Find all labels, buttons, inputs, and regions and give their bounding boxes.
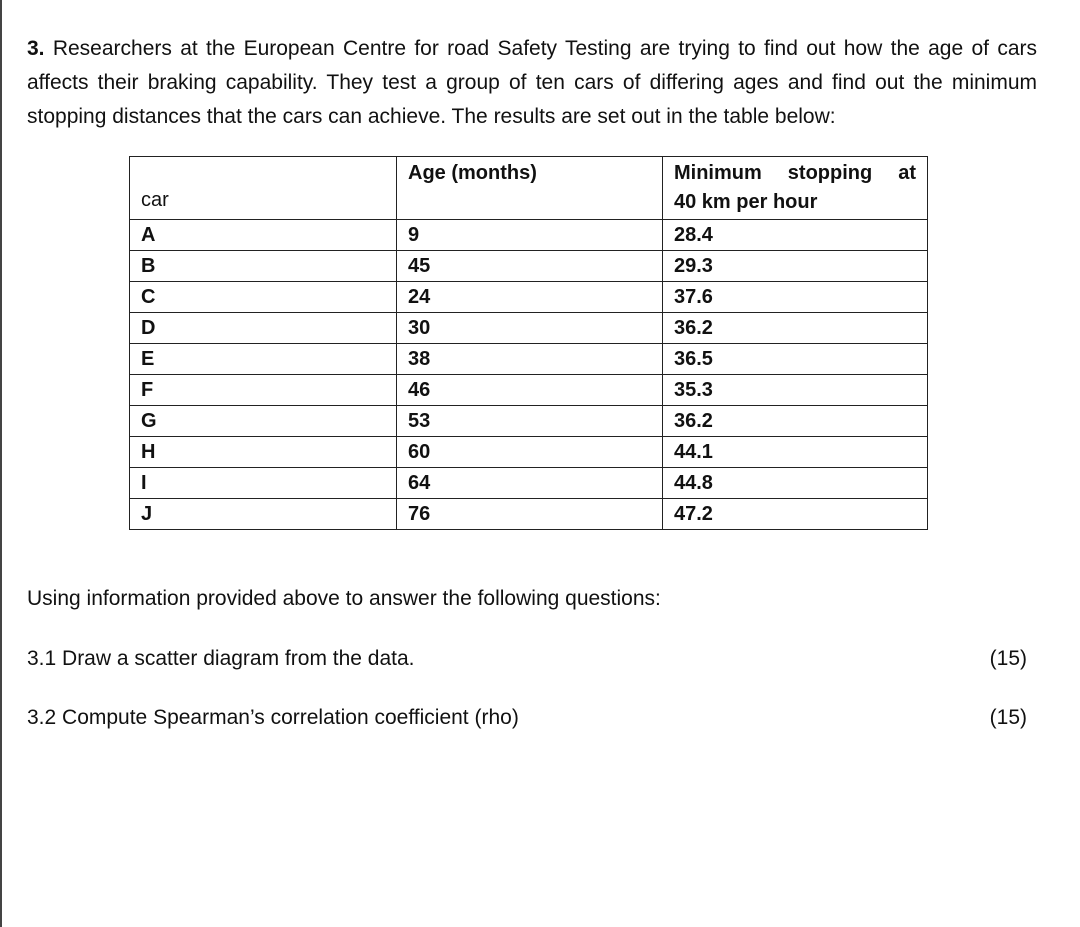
cell-age: 46 [397, 375, 663, 406]
data-table [129, 156, 928, 530]
header-stopping-line2: 40 km per hour [674, 191, 818, 213]
cell-car: J [130, 499, 397, 530]
cell-stop: 36.5 [663, 344, 928, 375]
table-row [130, 251, 928, 282]
table-row [130, 499, 928, 530]
cell-age: 38 [397, 344, 663, 375]
table-row [130, 220, 928, 251]
table-row [130, 282, 928, 313]
cell-car: H [130, 437, 397, 468]
cell-car: F [130, 375, 397, 406]
question-intro [27, 32, 1037, 134]
table-row [130, 344, 928, 375]
cell-car: D [130, 313, 397, 344]
cell-age: 24 [397, 282, 663, 313]
question-intro-text: Researchers at the European Centre for road Safety Testing are trying to find out how the age of cars affects their braking capability. They test a group of ten cars of differing ages and find out the minimum stopping distances that the cars can achieve. The results are set out in the table below: [27, 37, 1037, 128]
cell-stop: 47.2 [663, 499, 928, 530]
cell-stop: 37.6 [663, 282, 928, 313]
cell-age: 9 [397, 220, 663, 251]
cell-car: B [130, 251, 397, 282]
cell-car: E [130, 344, 397, 375]
header-stopping-line1: Minimum stopping at [674, 162, 916, 184]
table-row [130, 468, 928, 499]
subquestion-marks: (15) [989, 647, 1027, 670]
cell-stop: 35.3 [663, 375, 928, 406]
header-age: Age (months) [397, 157, 663, 220]
table-row [130, 375, 928, 406]
header-car: car [130, 157, 397, 220]
instructions-text: Using information provided above to answer the following questions: [27, 587, 661, 610]
cell-stop: 36.2 [663, 406, 928, 437]
cell-stop: 44.8 [663, 468, 928, 499]
question-number: 3. [27, 37, 45, 60]
subquestion-text: 3.1 Draw a scatter diagram from the data. [27, 647, 415, 670]
cell-stop: 36.2 [663, 313, 928, 344]
subquestion-text: 3.2 Compute Spearman’s correlation coefficient (rho) [27, 706, 519, 729]
cell-stop: 44.1 [663, 437, 928, 468]
cell-age: 45 [397, 251, 663, 282]
cell-age: 64 [397, 468, 663, 499]
header-stopping [663, 157, 928, 220]
cell-car: C [130, 282, 397, 313]
cell-age: 60 [397, 437, 663, 468]
cell-age: 76 [397, 499, 663, 530]
cell-car: I [130, 468, 397, 499]
table-row [130, 406, 928, 437]
cell-stop: 29.3 [663, 251, 928, 282]
page-left-border [0, 0, 2, 927]
table-row [130, 437, 928, 468]
cell-age: 30 [397, 313, 663, 344]
cell-car: A [130, 220, 397, 251]
cell-age: 53 [397, 406, 663, 437]
cell-stop: 28.4 [663, 220, 928, 251]
subquestion-marks: (15) [989, 706, 1027, 729]
cell-car: G [130, 406, 397, 437]
table-row [130, 313, 928, 344]
table-header-row [130, 157, 928, 220]
